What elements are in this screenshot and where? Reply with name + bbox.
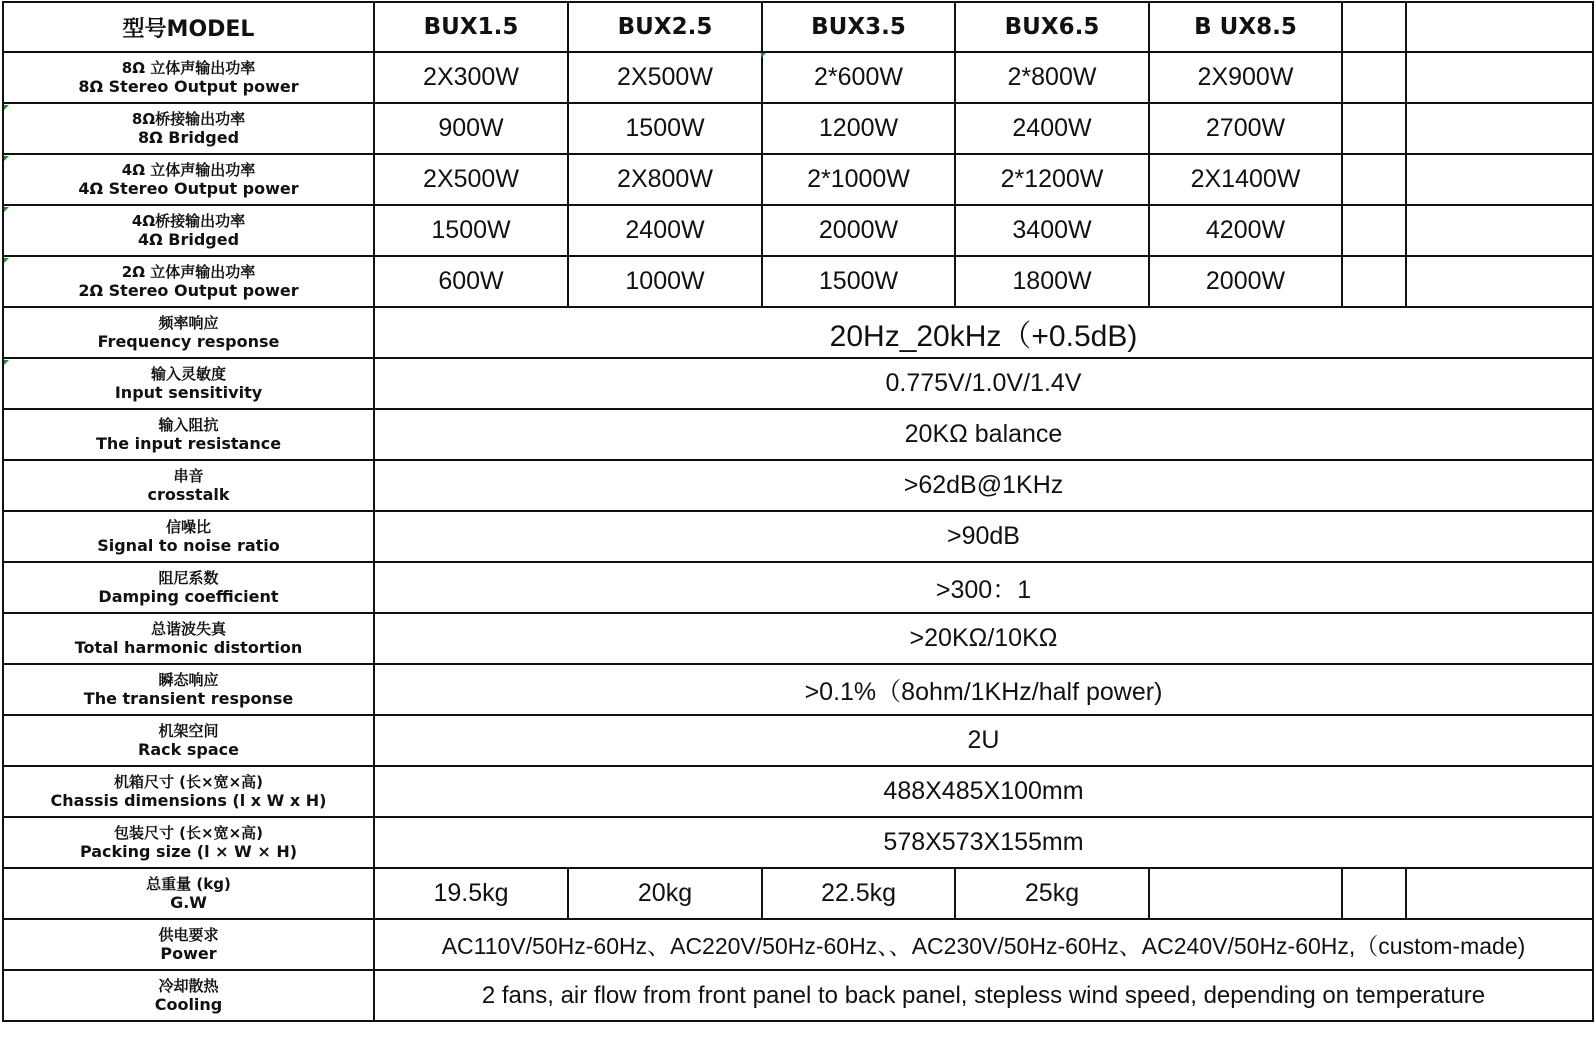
- row-label: [3, 868, 374, 919]
- spec-row: [3, 613, 1593, 664]
- spanned-value: >0.1%（8ohm/1KHz/half power): [374, 664, 1593, 715]
- row-label-en: Frequency response: [97, 331, 280, 351]
- row-label: [3, 256, 374, 307]
- model-name: BUX1.5: [374, 2, 568, 52]
- value-cell: 3400W: [955, 205, 1149, 256]
- row-label-cn: 冷却散热: [158, 976, 219, 995]
- row-label: [3, 817, 374, 868]
- spec-row: [3, 154, 1593, 205]
- model-name: B UX8.5: [1149, 2, 1342, 52]
- value-cell: 2X800W: [568, 154, 762, 205]
- spanned-value: 20KΩ balance: [374, 409, 1593, 460]
- row-label-cn: 频率响应: [158, 313, 219, 332]
- row-label: [3, 409, 374, 460]
- value-cell: 2700W: [1149, 103, 1342, 154]
- row-label-en: Signal to noise ratio: [97, 535, 280, 555]
- value-cell: 2*800W: [955, 52, 1149, 103]
- row-label-en: 2Ω Stereo Output power: [78, 280, 299, 300]
- row-label: [3, 205, 374, 256]
- row-label-cn: 阻尼系数: [158, 568, 219, 587]
- cell-marker: [4, 360, 9, 365]
- cell-marker: [4, 156, 9, 161]
- spec-row: [3, 715, 1593, 766]
- spec-row: [3, 307, 1593, 358]
- spec-row: [3, 256, 1593, 307]
- row-label-en: Cooling: [154, 994, 223, 1014]
- value-cell: 22.5kg: [762, 868, 955, 919]
- spanned-value: 2U: [374, 715, 1593, 766]
- spec-row: [3, 562, 1593, 613]
- row-label-cn: 包装尺寸 (长×宽×高): [113, 823, 264, 842]
- cell-marker: [4, 105, 9, 110]
- row-label: [3, 358, 374, 409]
- row-label: [3, 613, 374, 664]
- cell-marker: [4, 207, 9, 212]
- row-label-en: Power: [160, 943, 217, 963]
- row-label: [3, 919, 374, 970]
- spec-row: [3, 817, 1593, 868]
- value-cell: 19.5kg: [374, 868, 568, 919]
- cell-marker: [761, 53, 766, 58]
- empty-cell: [1342, 205, 1406, 256]
- row-label-en: 4Ω Stereo Output power: [78, 178, 299, 198]
- value-cell: 1500W: [762, 256, 955, 307]
- model-name-empty: [1406, 2, 1593, 52]
- row-label-en: Input sensitivity: [114, 382, 263, 402]
- row-label-cn: 总谐波失真: [150, 619, 226, 638]
- row-label-en: 4Ω Bridged: [137, 229, 240, 249]
- empty-cell: [1406, 256, 1593, 307]
- spanned-value: AC110V/50Hz-60Hz、AC220V/50Hz-60Hz、、AC230V/50Hz-60Hz、AC240V/50Hz-60Hz,（custom-made): [374, 919, 1593, 970]
- row-label: [3, 664, 374, 715]
- row-label-cn: 瞬态响应: [158, 670, 219, 689]
- spec-row: [3, 970, 1593, 1021]
- model-name-empty: [1342, 2, 1406, 52]
- spanned-value: >300：1: [374, 562, 1593, 613]
- empty-cell: [1406, 154, 1593, 205]
- row-label: [3, 715, 374, 766]
- value-cell: 2000W: [1149, 256, 1342, 307]
- spec-row: [3, 766, 1593, 817]
- value-cell: 2X500W: [374, 154, 568, 205]
- spanned-value: 578X573X155mm: [374, 817, 1593, 868]
- value-cell: 600W: [374, 256, 568, 307]
- value-cell: 2*1200W: [955, 154, 1149, 205]
- row-label-cn: 4Ω桥接输出功率: [131, 211, 246, 230]
- spec-row: [3, 460, 1593, 511]
- empty-cell: [1342, 868, 1406, 919]
- spec-row: [3, 409, 1593, 460]
- value-cell: 1800W: [955, 256, 1149, 307]
- value-cell: 1000W: [568, 256, 762, 307]
- row-label-en: The transient response: [83, 688, 294, 708]
- spanned-value: 0.775V/1.0V/1.4V: [374, 358, 1593, 409]
- value-cell: 1200W: [762, 103, 955, 154]
- empty-cell: [1342, 103, 1406, 154]
- row-label-en: Rack space: [138, 739, 239, 759]
- model-name: BUX2.5: [568, 2, 762, 52]
- spanned-value: >90dB: [374, 511, 1593, 562]
- spec-row: [3, 205, 1593, 256]
- spanned-value: >62dB@1KHz: [374, 460, 1593, 511]
- spec-row: [3, 664, 1593, 715]
- value-cell: 4200W: [1149, 205, 1342, 256]
- row-label: [3, 511, 374, 562]
- row-label-en: Damping coefficient: [98, 586, 279, 606]
- spec-row: [3, 919, 1593, 970]
- value-cell: 20kg: [568, 868, 762, 919]
- empty-cell: [1342, 154, 1406, 205]
- value-cell: 1500W: [568, 103, 762, 154]
- value-cell: 2*1000W: [762, 154, 955, 205]
- row-label-en: Packing size (l × W × H): [79, 841, 298, 861]
- spanned-value: >20KΩ/10KΩ: [374, 613, 1593, 664]
- value-cell: 25kg: [955, 868, 1149, 919]
- value-cell: 1500W: [374, 205, 568, 256]
- row-label-cn: 串音: [173, 466, 204, 485]
- value-cell: 2*600W: [762, 52, 955, 103]
- row-label: [3, 460, 374, 511]
- row-label-cn: 2Ω 立体声输出功率: [121, 262, 256, 281]
- value-cell: 2X500W: [568, 52, 762, 103]
- value-cell: 2400W: [955, 103, 1149, 154]
- row-label-cn: 8Ω桥接输出功率: [131, 109, 246, 128]
- row-label: [3, 103, 374, 154]
- row-label-cn: 总重量 (kg): [146, 874, 231, 893]
- row-label-en: G.W: [170, 892, 207, 912]
- row-label-cn: 机架空间: [158, 721, 219, 740]
- model-name: BUX6.5: [955, 2, 1149, 52]
- row-label-cn: 输入灵敏度: [150, 364, 226, 383]
- empty-cell: [1342, 52, 1406, 103]
- row-label: [3, 154, 374, 205]
- row-label-cn: 机箱尺寸 (长×宽×高): [113, 772, 264, 791]
- cell-marker: [4, 258, 9, 263]
- empty-cell: [1406, 205, 1593, 256]
- empty-cell: [1406, 103, 1593, 154]
- spec-row: [3, 103, 1593, 154]
- row-label: [3, 766, 374, 817]
- header-row: [3, 2, 1593, 52]
- spec-row: [3, 52, 1593, 103]
- row-label-en: 8Ω Stereo Output power: [78, 76, 299, 96]
- spec-row: [3, 868, 1593, 919]
- spanned-value: 488X485X100mm: [374, 766, 1593, 817]
- value-cell: 2400W: [568, 205, 762, 256]
- spanned-value: 20Hz_20kHz（+0.5dB): [374, 307, 1593, 358]
- spec-table: [2, 1, 1594, 1022]
- row-label-en: The input resistance: [95, 433, 282, 453]
- empty-cell: [1406, 52, 1593, 103]
- value-cell: 2000W: [762, 205, 955, 256]
- row-label-cn: 供电要求: [158, 925, 219, 944]
- empty-cell: [1406, 868, 1593, 919]
- empty-cell: [1149, 868, 1342, 919]
- spanned-value: 2 fans, air flow from front panel to back panel, stepless wind speed, depending on temperature: [374, 970, 1593, 1021]
- row-label-cn: 输入阻抗: [158, 415, 219, 434]
- row-label-en: Total harmonic distortion: [74, 637, 303, 657]
- row-label-en: 8Ω Bridged: [137, 127, 240, 147]
- model-name: BUX3.5: [762, 2, 955, 52]
- value-cell: 900W: [374, 103, 568, 154]
- row-label-cn: 8Ω 立体声输出功率: [121, 58, 256, 77]
- empty-cell: [1342, 256, 1406, 307]
- value-cell: 2X900W: [1149, 52, 1342, 103]
- spec-row: [3, 358, 1593, 409]
- row-label-en: Chassis dimensions (l x W x H): [50, 790, 327, 810]
- row-label: [3, 562, 374, 613]
- row-label-en: crosstalk: [147, 484, 230, 504]
- model-label: 型号MODEL: [3, 2, 374, 52]
- value-cell: 2X300W: [374, 52, 568, 103]
- row-label: [3, 52, 374, 103]
- row-label-cn: 4Ω 立体声输出功率: [121, 160, 256, 179]
- row-label: [3, 307, 374, 358]
- value-cell: 2X1400W: [1149, 154, 1342, 205]
- row-label: [3, 970, 374, 1021]
- row-label-cn: 信噪比: [165, 517, 211, 536]
- spec-row: [3, 511, 1593, 562]
